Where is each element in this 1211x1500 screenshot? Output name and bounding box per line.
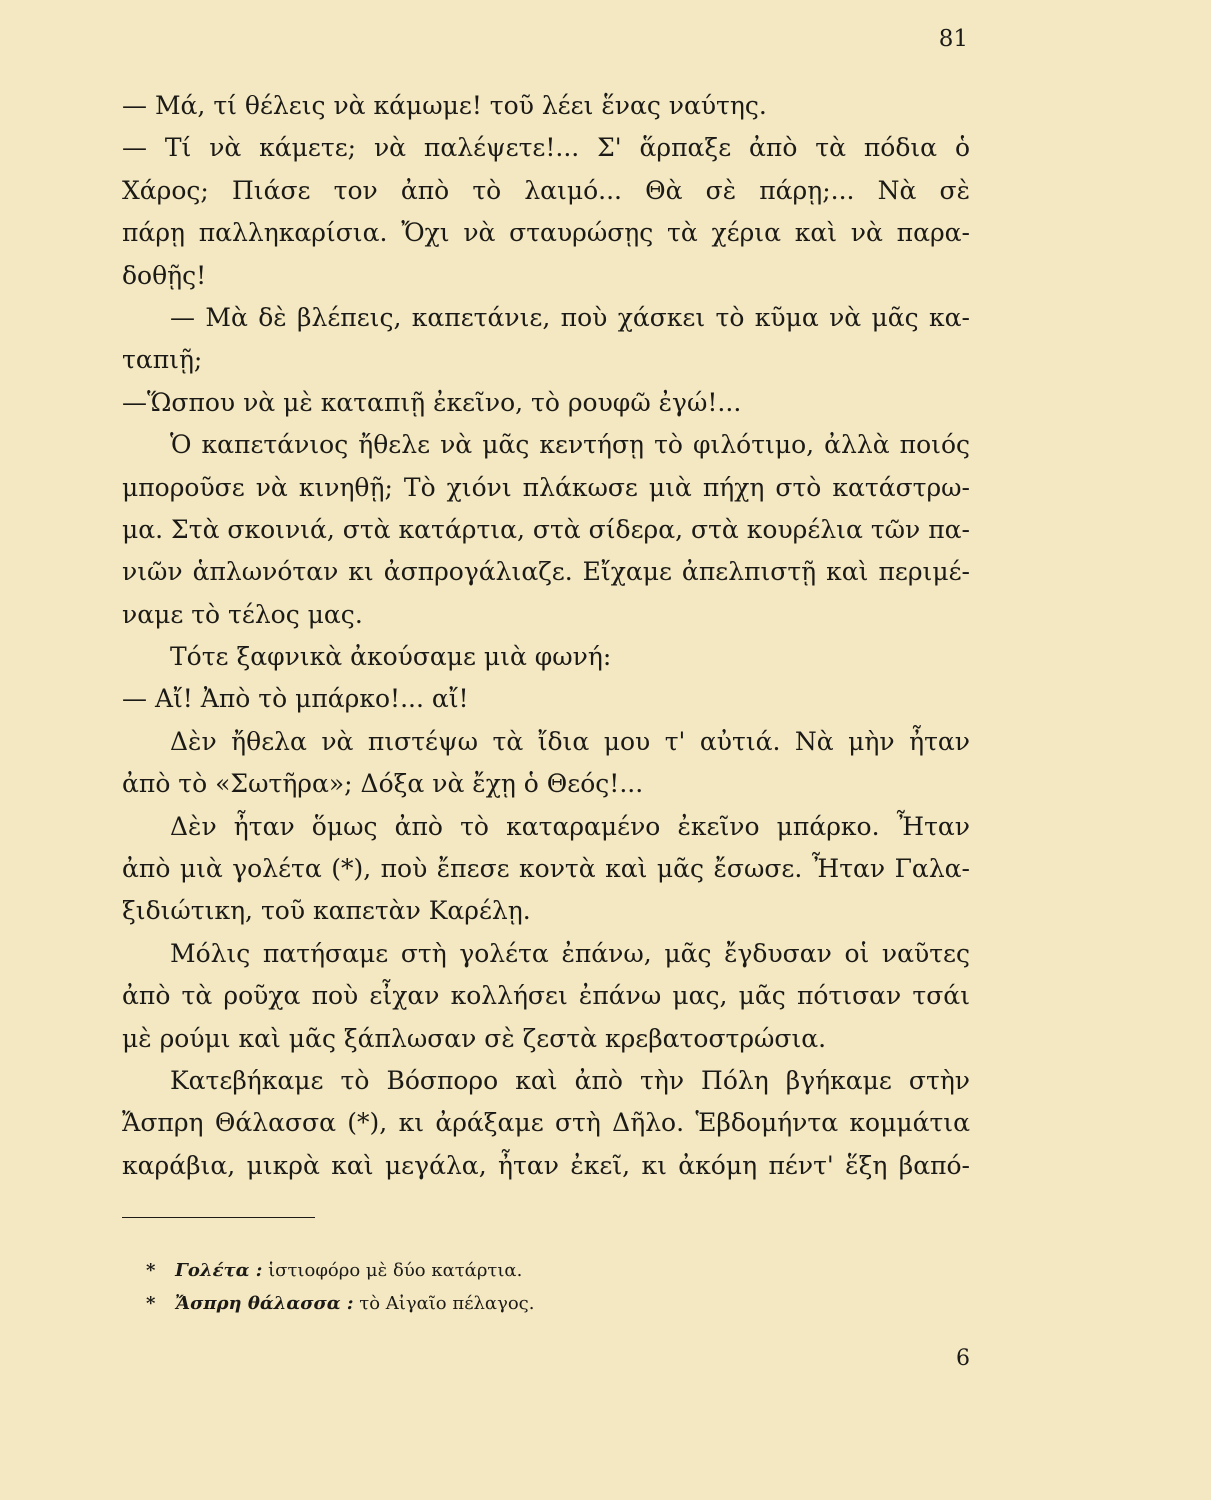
text-line: — Αἴ! Ἀπὸ τὸ μπάρκο!... αἴ! [122, 684, 469, 714]
text-line: — Μὰ δὲ βλέπεις, καπετάνιε, ποὺ χάσκει τὸ κῦμα νὰ μᾶς κα- [170, 302, 970, 332]
text-line: πάρῃ παλληκαρίσια. Ὄχι νὰ σταυρώσῃς τὰ χέρια καὶ νὰ παρα- [122, 218, 970, 248]
text-line: Μόλις πατήσαμε στὴ γολέτα ἐπάνω, μᾶς ἔγδυσαν οἱ ναῦτες [170, 938, 970, 968]
text-line: μὲ ρούμι καὶ μᾶς ξάπλωσαν σὲ ζεστὰ κρεβατοστρώσια. [122, 1023, 827, 1053]
text-line: ταπιῇ; [122, 345, 203, 375]
body-text [122, 85, 970, 1187]
text-line: Τότε ξαφνικὰ ἀκούσαμε μιὰ φωνή: [170, 642, 612, 672]
footnote [146, 1287, 846, 1320]
signature-mark: 6 [956, 1346, 970, 1371]
footnote-marker: * [146, 1293, 156, 1314]
page-number: 81 [938, 26, 968, 52]
footnote-text: τὸ Αἰγαῖο πέλαγος. [359, 1293, 535, 1314]
text-line: Δὲν ἤθελα νὰ πιστέψω τὰ ἴδια μου τ' αὐτιά. Νὰ μὴν ἦταν [170, 726, 970, 756]
text-line: καράβια, μικρὰ καὶ μεγάλα, ἦταν ἐκεῖ, κι ἀκόμη πέντ' ἕξη βαπό- [122, 1150, 970, 1180]
text-line: Δὲν ἦταν ὅμως ἀπὸ τὸ καταραμένο ἐκεῖνο μπάρκο. Ἦταν [170, 811, 970, 841]
footnote-term: Ἄσπρη θάλασσα : [175, 1293, 354, 1314]
text-line: ἀπὸ τὰ ροῦχα ποὺ εἶχαν κολλήσει ἐπάνω μας, μᾶς πότισαν τσάι [122, 981, 970, 1011]
text-line: — Τί νὰ κάμετε; νὰ παλέψετε!... Σ' ἅρπαξε ἀπὸ τὰ πόδια ὁ [122, 133, 970, 163]
text-line: ναμε τὸ τέλος μας. [122, 599, 363, 629]
footnote-marker: * [146, 1260, 156, 1281]
text-line: Ὁ καπετάνιος ἤθελε νὰ μᾶς κεντήσῃ τὸ φιλότιμο, ἀλλὰ ποιός [170, 430, 970, 460]
text-line: μα. Στὰ σκοινιά, στὰ κατάρτια, στὰ σίδερα, στὰ κουρέλια τῶν πα- [122, 514, 970, 544]
footnote-term: Γολέτα : [175, 1260, 263, 1281]
text-line: Κατεβήκαμε τὸ Βόσπορο καὶ ἀπὸ τὴν Πόλη βγήκαμε στὴν [170, 1065, 970, 1095]
footnotes [146, 1254, 846, 1320]
text-line: —Ὥσπου νὰ μὲ καταπιῇ ἐκεῖνο, τὸ ρουφῶ ἐγώ!... [122, 387, 742, 417]
text-line: Χάρος; Πιάσε τον ἀπὸ τὸ λαιμό... Θὰ σὲ πάρῃ;... Νὰ σὲ [122, 175, 970, 205]
text-line: νιῶν ἁπλωνόταν κι ἀσπρογάλιαζε. Εἴχαμε ἀπελπιστῇ καὶ περιμέ- [122, 557, 970, 587]
text-line: — Μά, τί θέλεις νὰ κάμωμε! τοῦ λέει ἕνας ναύτης. [122, 91, 767, 120]
footnote-divider [122, 1217, 315, 1218]
text-line: ἀπὸ μιὰ γολέτα (*), ποὺ ἔπεσε κοντὰ καὶ μᾶς ἔσωσε. Ἦταν Γαλα- [122, 854, 970, 884]
text-line: δοθῇς! [122, 260, 207, 290]
footnote-text: ἱστιοφόρο μὲ δύο κατάρτια. [268, 1260, 523, 1281]
text-line: Ἄσπρη Θάλασσα (*), κι ἀράξαμε στὴ Δῆλο. Ἑβδομήντα κομμάτια [122, 1108, 970, 1138]
footnote [146, 1254, 846, 1287]
text-line: ξιδιώτικη, τοῦ καπετὰν Καρέλῃ. [122, 896, 531, 926]
text-line: ἀπὸ τὸ «Σωτῆρα»; Δόξα νὰ ἔχῃ ὁ Θεός!... [122, 769, 644, 799]
text-line: μποροῦσε νὰ κινηθῇ; Τὸ χιόνι πλάκωσε μιὰ πήχη στὸ κατάστρω- [122, 472, 970, 502]
